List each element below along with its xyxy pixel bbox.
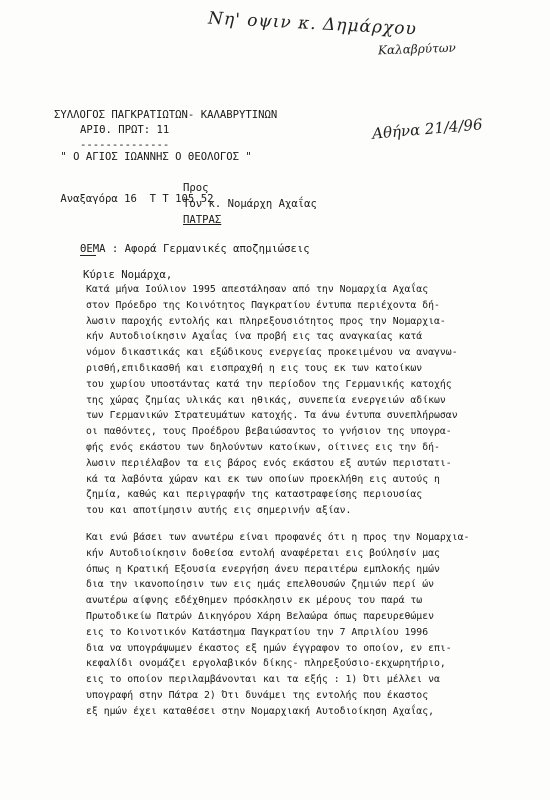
recipient-name: Τον κ. Νομάρχη Αχαΐας [183, 198, 317, 210]
letterhead-line-3: Αναξαγόρα 16 Τ Τ 105 52 [54, 193, 214, 205]
body-line: κήν Αυτοδιοίκησιν δοθείσα εντολή αναφέρεται εις βούλησίν μας [86, 547, 440, 559]
letterhead-line-1: ΣΥΛΛΟΓΟΣ ΠΑΓΚΡΑΤΙΩΤΩΝ- ΚΑΛΑΒΡΥΤΙΝΩΝ [54, 109, 278, 121]
recipient-city: ΠΑΤΡΑΣ [183, 214, 222, 226]
handwritten-date: Αθήνα 21/4/96 [371, 115, 484, 143]
body-line: δια να υπογράψωμεν έκαστος εξ ημών έγγραφον το οποίον, εν επι- [86, 642, 452, 654]
subject-underline [80, 255, 96, 256]
body-line: εις το οποίον περιλαμβάνονται και τα εξής : 1) Ότι μέλλει να [86, 674, 440, 686]
body-line: υπογραφή στην Πάτρα 2) Ότι δυνάμει της εντολής που έκαστος [86, 689, 429, 701]
handwritten-note-sub: Καλαβρύτων [377, 40, 457, 58]
letterhead-line-2: " Ο ΑΓΙΟΣ ΙΩΑΝΝΗΣ Ο ΘΕΟΛΟΓΟΣ " [54, 151, 252, 163]
subject-text: Αφορά Γερμανικές αποζημιώσεις [124, 243, 310, 255]
body-line: εις το Κοινοτικόν Κατάστημα Παγκρατίου την 7 Απριλίου 1996 [86, 626, 429, 638]
body-line: στον Πρόεδρο της Κοινότητος Παγκρατίου έντυπα περιέχοντα δή- [86, 299, 440, 311]
body-line: ζημία, καθώς και περιγραφήν της καταστραφείσης περιουσίας [86, 489, 423, 501]
body-line: εξ ημών έχει καταθέσει στην Νομαρχιακή Αυτοδιοίκηση Αχαΐας, [86, 705, 434, 717]
body-line: κεφαλίδι ονομάζει εργολαβικόν δίκης- πληρεξούσιο-εκχωρητήριο, [86, 658, 446, 670]
body-line: οι παθόντες, τους Προέδρου βεβαιώσαντος το γνήσιον της υπογρα- [86, 426, 452, 438]
body-line: λωσιν περιέλαβον τα εις βάρος ενός εκάστου εξ αυτών περιστατι- [86, 457, 452, 469]
body-line: των Γερμανικών Στρατευμάτων κατοχής. Τα άνω έντυπα συνεπλήρωσαν [86, 410, 458, 422]
salutation: Κύριε Νομάρχα, [83, 269, 173, 281]
body-line: κά τα λαβόντα χώραν και εκ των οποίων προεκλήθη εις αυτούς η [86, 473, 440, 485]
body-line: κήν Αυτοδιοίκησιν Αχαΐας ίνα προβή εις τας αναγκαίας κατά [86, 331, 423, 343]
body-line: Κατά μήνα Ιούλιον 1995 απεστάλησαν από την Νομαρχία Αχαΐας [86, 284, 429, 295]
body-line: Και ενώ βάσει των ανωτέρω είναι προφανές ότι η προς την Νομαρχια- [86, 532, 470, 543]
recipient-block [183, 180, 317, 228]
body-line: του χωρίου υποστάντας κατά την περίοδον της Γερμανικής κατοχής [86, 378, 452, 390]
subject-label: ΘΕΜΑ : [80, 243, 119, 255]
body-line: δια την ικανοποίησιν των εις ημάς επελθουσών ζημιών περί ών [86, 579, 434, 591]
subject-line [80, 243, 310, 255]
paragraph-2 [86, 530, 506, 720]
body-line: όπως η Κρατική Εξουσία ενεργήση άνευ περαιτέρω εμπλοκής ημών [86, 563, 440, 575]
protocol-number: ΑΡΙΘ. ΠΡΩΤ: 11 [80, 124, 170, 136]
body-line: του και αποτίμησιν αυτής εις σημερινήν αξίαν. [86, 505, 352, 517]
body-line: ανωτέρω αίφνης εδέχθημεν πρόσκλησιν εκ μέρους του παρά τω [86, 595, 423, 607]
body-line: φής ενός εκάστου των δηλούντων κατοίκων, οίτινες εις την δή- [86, 441, 440, 453]
body-line: Πρωτοδικείω Πατρών Δικηγόρου Χάρη Βελαώρα όπως παρευρεθώμεν [86, 610, 434, 622]
body-line: της χώρας ζημίας υλικάς και ηθικάς, συνεπεία ενεργειών αδίκων [86, 394, 446, 406]
protocol-rule: -------------- [80, 139, 170, 151]
paragraph-1 [86, 282, 506, 519]
body-line: λωσιν παροχής εντολής και πληρεξουσιότητος προς την Νομαρχια- [86, 315, 446, 327]
body-line: ρισθή,επιδικασθή και εισπραχθή η εις τους εκ των κατοίκων [86, 362, 423, 374]
body-line: νόμον δικαστικάς και εξώδικους ενεργείας προκειμένου να αναγνω- [86, 347, 458, 359]
recipient-to: Προς [183, 182, 209, 194]
handwritten-note: Νη' οψιν κ. Δημάρχου [207, 8, 418, 40]
